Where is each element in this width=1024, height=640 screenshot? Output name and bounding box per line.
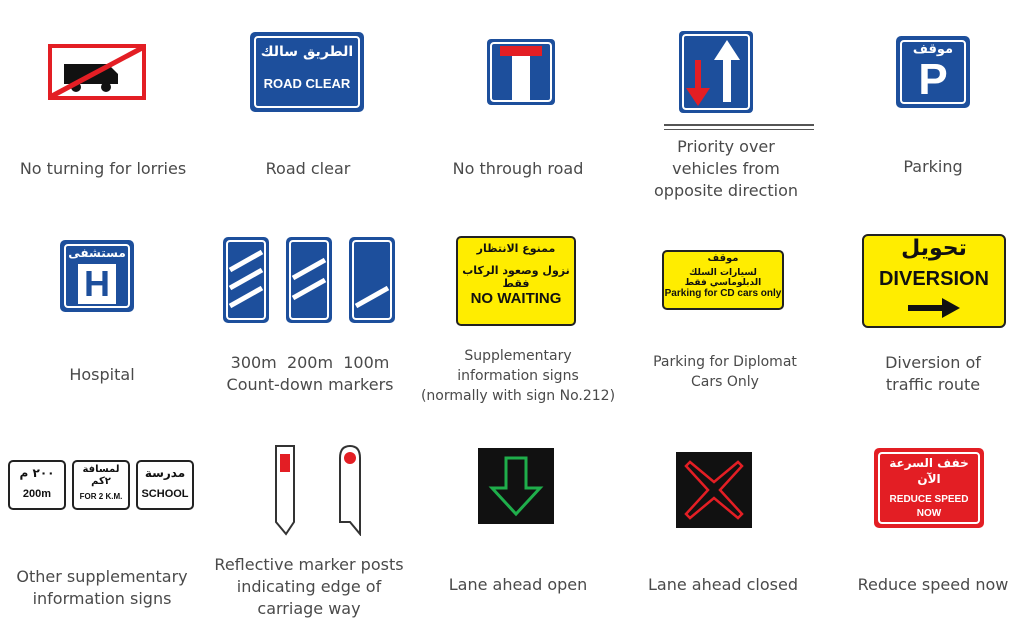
lane-closed-sign	[676, 452, 752, 528]
cd-parking-sign	[662, 250, 784, 310]
caption-no-through-road: No through road	[452, 159, 584, 178]
cd-parking-arabic-1: موقف	[707, 253, 739, 264]
reduce-speed-sign	[874, 448, 984, 528]
diversion-sign	[862, 234, 1006, 328]
plate-200m-arabic: ٢٠٠ م	[19, 466, 55, 480]
no-through-road-sign	[486, 38, 556, 106]
caption-hospital: Hospital	[69, 365, 135, 384]
hospital-arabic: مستشفى	[68, 246, 126, 260]
caption-diversion: Diversion of traffic route	[885, 353, 981, 394]
plate-2km	[72, 460, 130, 510]
no-waiting-sign	[456, 236, 576, 326]
caption-road-clear: Road clear	[265, 159, 351, 178]
lane-open-sign	[478, 448, 554, 524]
caption-countdown: 300m 200m 100m Count-down markers	[226, 353, 394, 394]
caption-supplementary: Supplementary information signs (normally with sign No.212)	[420, 348, 616, 404]
right-arrow-icon	[906, 296, 962, 320]
caption-no-turning-lorries: No turning for lorries	[19, 159, 187, 178]
countdown-marker-300m	[223, 237, 269, 323]
plate-2km-english: FOR 2 K.M.	[79, 492, 123, 501]
caption-other-supplementary: Other supplementary information signs	[16, 567, 188, 608]
diversion-arabic: تحويل	[901, 236, 967, 261]
reflective-posts	[272, 444, 368, 536]
countdown-markers	[222, 236, 398, 324]
parking-arabic: موقف	[912, 42, 954, 57]
supplementary-plates	[8, 460, 194, 512]
parking-letter: P	[918, 55, 948, 104]
plate-school	[136, 460, 194, 510]
caption-priority: Priority over vehicles from opposite direction	[654, 137, 798, 200]
hospital-letter: H	[84, 263, 110, 304]
caption-parking: Parking	[903, 157, 963, 176]
countdown-marker-200m	[286, 237, 332, 323]
priority-divider	[664, 129, 814, 130]
plate-2km-arabic-1: لمسافة	[82, 464, 120, 475]
plate-school-english: SCHOOL	[141, 488, 189, 500]
cd-parking-arabic-2: لسيارات السلك الدبلوماسي فقط	[684, 268, 762, 288]
plate-2km-arabic-2: ٢كم	[91, 476, 111, 487]
diversion-english: DIVERSION	[878, 268, 990, 290]
caption-cd-parking: Parking for Diplomat Cars Only	[653, 354, 797, 390]
countdown-marker-100m	[349, 237, 395, 323]
plate-school-arabic: مدرسة	[144, 466, 186, 480]
plate-200m	[8, 460, 66, 510]
road-clear-sign	[250, 32, 364, 112]
road-clear-english: ROAD CLEAR	[263, 76, 351, 91]
no-waiting-arabic-2: نزول وصعود الركاب فقط	[462, 264, 570, 290]
cd-parking-english: Parking for CD cars only	[664, 288, 782, 299]
road-clear-arabic: الطريق سالك	[260, 44, 354, 60]
no-waiting-english: NO WAITING	[470, 290, 562, 307]
reduce-speed-english-1: REDUCE SPEED	[889, 494, 969, 505]
hospital-sign	[60, 240, 134, 312]
caption-reflective-posts: Reflective marker posts indicating edge of carriage way	[214, 555, 404, 618]
parking-sign	[896, 36, 970, 108]
caption-reduce-speed: Reduce speed now	[857, 575, 1009, 594]
reduce-speed-arabic-1: خفف السرعة	[889, 456, 969, 470]
no-waiting-arabic-1: ممنوع الانتظار	[476, 242, 556, 255]
priority-divider	[664, 124, 814, 126]
caption-lane-closed: Lane ahead closed	[648, 575, 798, 594]
caption-lane-open: Lane ahead open	[448, 575, 588, 594]
reduce-speed-arabic-2: الآن	[917, 472, 941, 486]
no-turning-lorries-sign	[48, 44, 146, 100]
priority-sign	[678, 30, 754, 114]
plate-200m-english: 200m	[22, 488, 52, 500]
reduce-speed-english-2: NOW	[916, 508, 942, 519]
